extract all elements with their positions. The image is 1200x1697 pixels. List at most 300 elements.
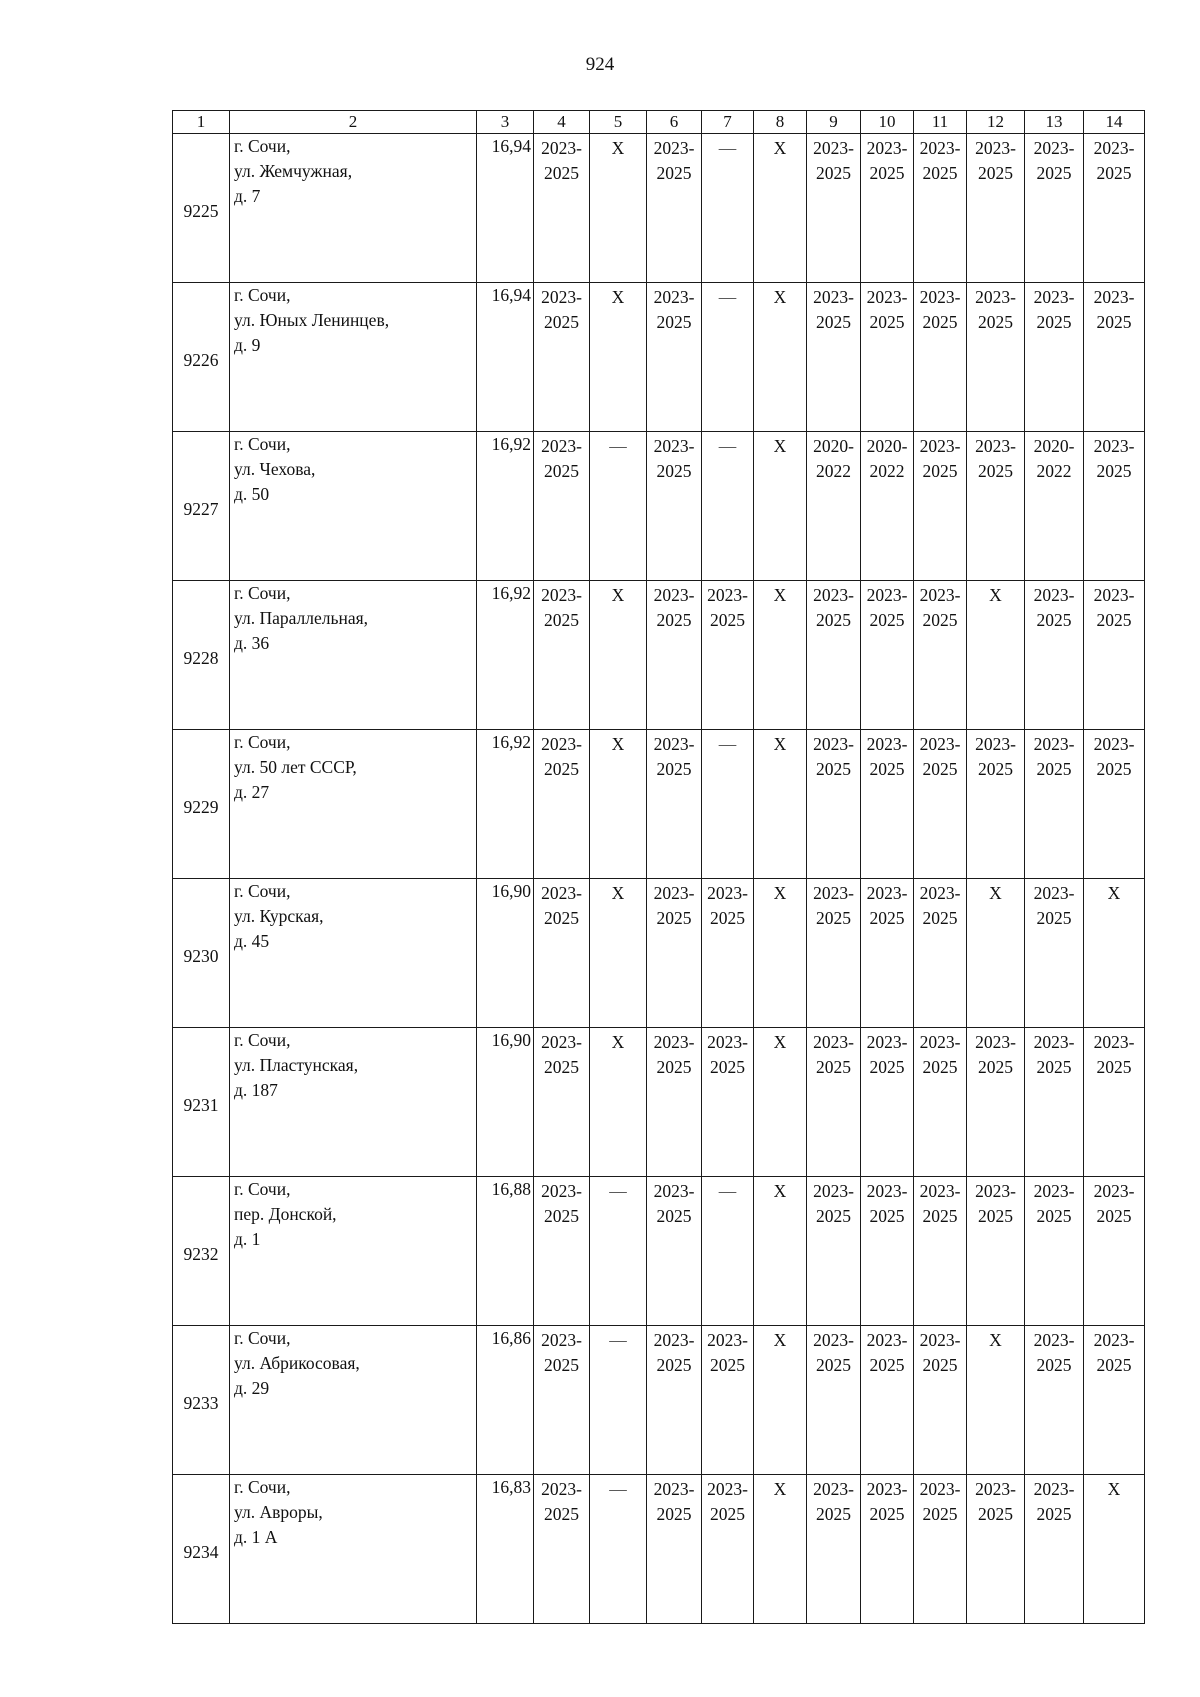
period-value: 2023- 2025 xyxy=(1093,1181,1135,1226)
period-value: 2023- 2025 xyxy=(541,883,582,928)
period-cell-c12 xyxy=(967,1475,1025,1624)
period-value: 2023- 2025 xyxy=(541,138,582,183)
address-cell xyxy=(230,581,477,730)
period-cell-c6 xyxy=(647,432,702,581)
period-value: 2023- 2025 xyxy=(919,436,961,481)
period-value: 2023- 2025 xyxy=(1033,734,1075,779)
period-value: 2023- 2025 xyxy=(866,1181,908,1226)
period-value: 2023- 2025 xyxy=(975,138,1016,183)
period-value: X xyxy=(611,138,625,158)
address-house: д. 50 xyxy=(234,484,270,504)
period-cell-c11 xyxy=(914,432,967,581)
period-value: X xyxy=(773,138,787,158)
period-value: 2023- 2025 xyxy=(813,585,854,630)
period-value: 2023- 2025 xyxy=(653,287,695,332)
period-value: 2023- 2025 xyxy=(975,734,1016,779)
period-cell-c7 xyxy=(702,1177,754,1326)
period-value: 2023- 2025 xyxy=(1033,287,1075,332)
period-value: X xyxy=(773,585,787,605)
period-cell-c11 xyxy=(914,879,967,1028)
period-value: 2023- 2025 xyxy=(707,1479,748,1524)
period-value: 2023- 2025 xyxy=(813,1330,854,1375)
period-cell-c13 xyxy=(1025,1475,1084,1624)
period-value: 2023- 2025 xyxy=(975,287,1016,332)
period-value: 2023- 2025 xyxy=(919,734,961,779)
period-cell-c14 xyxy=(1084,1177,1145,1326)
period-cell-c10 xyxy=(861,432,914,581)
period-value: X xyxy=(611,734,625,754)
period-cell-c14 xyxy=(1084,1028,1145,1177)
period-value: 2023- 2025 xyxy=(1093,436,1135,481)
period-cell-c6 xyxy=(647,283,702,432)
period-cell-c7 xyxy=(702,879,754,1028)
period-value: 2023- 2025 xyxy=(919,1181,961,1226)
period-value: 2023- 2025 xyxy=(866,1330,908,1375)
period-cell-c4 xyxy=(534,432,590,581)
period-value: 2020- 2022 xyxy=(813,436,854,481)
table-row xyxy=(173,1475,1145,1624)
period-value: 2023- 2025 xyxy=(919,1032,961,1077)
period-value: 2023- 2025 xyxy=(653,1479,695,1524)
area-value: 16,94 xyxy=(477,134,534,283)
period-value: 2023- 2025 xyxy=(653,734,695,779)
period-cell-c8 xyxy=(754,1177,807,1326)
address-house: д. 1 xyxy=(234,1229,261,1249)
period-value: X xyxy=(989,1330,1002,1350)
page-number: 924 xyxy=(585,54,615,75)
period-value: X xyxy=(989,585,1002,605)
column-header-10: 10 xyxy=(861,111,914,134)
period-value: X xyxy=(773,436,787,456)
row-number: 9233 xyxy=(173,1326,230,1475)
period-value: 2023- 2025 xyxy=(866,883,908,928)
period-cell-c5 xyxy=(590,879,647,1028)
period-value: 2023- 2025 xyxy=(541,1479,582,1524)
period-cell-c7 xyxy=(702,730,754,879)
address-city: г. Сочи, xyxy=(234,732,291,752)
period-value: 2023- 2025 xyxy=(919,1479,961,1524)
period-value: X xyxy=(611,585,625,605)
period-value: 2023- 2025 xyxy=(975,1032,1016,1077)
period-value: 2023- 2025 xyxy=(813,138,854,183)
period-cell-c6 xyxy=(647,879,702,1028)
period-cell-c5 xyxy=(590,134,647,283)
period-value: 2023- 2025 xyxy=(541,436,582,481)
period-value: 2023- 2025 xyxy=(653,436,695,481)
period-cell-c4 xyxy=(534,730,590,879)
period-cell-c14 xyxy=(1084,730,1145,879)
period-value: 2023- 2025 xyxy=(707,1032,748,1077)
period-cell-c10 xyxy=(861,283,914,432)
address-house: д. 7 xyxy=(234,186,261,206)
period-value: 2023- 2025 xyxy=(707,585,748,630)
period-value: 2023- 2025 xyxy=(653,585,695,630)
row-number: 9229 xyxy=(173,730,230,879)
period-cell-c4 xyxy=(534,283,590,432)
period-value: X xyxy=(773,1330,787,1350)
repair-schedule-table xyxy=(172,110,1145,1624)
period-cell-c8 xyxy=(754,1475,807,1624)
period-cell-c9 xyxy=(807,1326,861,1475)
period-cell-c9 xyxy=(807,581,861,730)
period-value: X xyxy=(611,287,625,307)
address-city: г. Сочи, xyxy=(234,1179,291,1199)
table-row xyxy=(173,1028,1145,1177)
period-cell-c10 xyxy=(861,730,914,879)
column-header-12: 12 xyxy=(967,111,1025,134)
period-value: — xyxy=(609,436,627,456)
period-cell-c6 xyxy=(647,1028,702,1177)
period-value: — xyxy=(609,1330,627,1350)
column-header-1: 1 xyxy=(173,111,230,134)
period-cell-c10 xyxy=(861,1326,914,1475)
address-street: пер. Донской, xyxy=(234,1204,337,1224)
table-row xyxy=(173,432,1145,581)
period-cell-c11 xyxy=(914,1326,967,1475)
address-cell xyxy=(230,879,477,1028)
address-city: г. Сочи, xyxy=(234,1477,291,1497)
period-cell-c13 xyxy=(1025,1326,1084,1475)
column-header-2: 2 xyxy=(230,111,477,134)
row-number: 9231 xyxy=(173,1028,230,1177)
period-value: 2023- 2025 xyxy=(541,585,582,630)
address-street: ул. Жемчужная, xyxy=(234,161,353,181)
period-cell-c12 xyxy=(967,1177,1025,1326)
period-value: 2023- 2025 xyxy=(866,287,908,332)
period-cell-c13 xyxy=(1025,730,1084,879)
period-value: 2023- 2025 xyxy=(1033,585,1075,630)
address-cell xyxy=(230,134,477,283)
address-city: г. Сочи, xyxy=(234,136,291,156)
address-city: г. Сочи, xyxy=(234,1030,291,1050)
period-value: 2023- 2025 xyxy=(1033,883,1075,928)
period-value: X xyxy=(611,1032,625,1052)
period-value: — xyxy=(718,436,737,456)
row-number: 9228 xyxy=(173,581,230,730)
area-value: 16,94 xyxy=(477,283,534,432)
period-cell-c4 xyxy=(534,134,590,283)
period-cell-c14 xyxy=(1084,432,1145,581)
period-cell-c8 xyxy=(754,581,807,730)
period-value: X xyxy=(1107,1479,1121,1499)
period-value: 2023- 2025 xyxy=(813,287,854,332)
period-cell-c5 xyxy=(590,1326,647,1475)
period-cell-c5 xyxy=(590,432,647,581)
period-cell-c4 xyxy=(534,1475,590,1624)
period-cell-c5 xyxy=(590,1028,647,1177)
period-value: 2023- 2025 xyxy=(1033,1479,1075,1524)
column-header-7: 7 xyxy=(702,111,754,134)
row-number: 9230 xyxy=(173,879,230,1028)
period-value: 2023- 2025 xyxy=(653,883,695,928)
period-cell-c10 xyxy=(861,581,914,730)
period-value: 2023- 2025 xyxy=(866,138,908,183)
period-value: 2023- 2025 xyxy=(1033,1032,1075,1077)
area-value: 16,88 xyxy=(477,1177,534,1326)
period-cell-c9 xyxy=(807,730,861,879)
period-cell-c4 xyxy=(534,1177,590,1326)
address-street: ул. Юных Ленинцев, xyxy=(234,310,390,330)
table-row xyxy=(173,730,1145,879)
period-value: X xyxy=(773,1181,787,1201)
period-value: 2020- 2022 xyxy=(1033,436,1075,481)
column-header-6: 6 xyxy=(647,111,702,134)
period-cell-c4 xyxy=(534,1326,590,1475)
period-value: 2023- 2025 xyxy=(653,1032,695,1077)
period-cell-c12 xyxy=(967,581,1025,730)
address-cell xyxy=(230,432,477,581)
address-cell xyxy=(230,1177,477,1326)
period-value: 2023- 2025 xyxy=(813,1032,854,1077)
address-house: д. 9 xyxy=(234,335,261,355)
period-cell-c5 xyxy=(590,283,647,432)
period-cell-c4 xyxy=(534,879,590,1028)
period-value: 2023- 2025 xyxy=(1093,287,1135,332)
period-cell-c11 xyxy=(914,1475,967,1624)
column-header-8: 8 xyxy=(754,111,807,134)
period-value: X xyxy=(989,883,1002,903)
period-cell-c11 xyxy=(914,1028,967,1177)
period-value: 2023- 2025 xyxy=(919,883,961,928)
period-cell-c11 xyxy=(914,730,967,879)
period-cell-c9 xyxy=(807,1028,861,1177)
period-value: 2023- 2025 xyxy=(541,1032,582,1077)
period-cell-c10 xyxy=(861,1177,914,1326)
period-cell-c12 xyxy=(967,879,1025,1028)
period-value: 2023- 2025 xyxy=(975,1181,1016,1226)
period-cell-c4 xyxy=(534,1028,590,1177)
address-house: д. 1 А xyxy=(234,1527,278,1547)
period-value: 2023- 2025 xyxy=(1093,734,1135,779)
address-house: д. 187 xyxy=(234,1080,278,1100)
period-value: 2023- 2025 xyxy=(813,1479,854,1524)
period-value: — xyxy=(718,1181,737,1201)
address-city: г. Сочи, xyxy=(234,881,291,901)
period-value: X xyxy=(1107,883,1121,903)
period-value: 2023- 2025 xyxy=(653,138,695,183)
row-number: 9227 xyxy=(173,432,230,581)
period-cell-c6 xyxy=(647,1475,702,1624)
period-cell-c8 xyxy=(754,134,807,283)
period-cell-c8 xyxy=(754,432,807,581)
address-street: ул. 50 лет СССР, xyxy=(234,757,357,777)
period-value: 2023- 2025 xyxy=(1033,138,1075,183)
period-value: X xyxy=(773,883,787,903)
period-value: 2023- 2025 xyxy=(1093,1330,1135,1375)
table-row xyxy=(173,134,1145,283)
period-cell-c7 xyxy=(702,581,754,730)
address-city: г. Сочи, xyxy=(234,285,291,305)
period-cell-c8 xyxy=(754,1028,807,1177)
area-value: 16,83 xyxy=(477,1475,534,1624)
period-value: X xyxy=(611,883,625,903)
period-value: 2023- 2025 xyxy=(1093,1032,1135,1077)
period-cell-c7 xyxy=(702,1028,754,1177)
period-value: 2023- 2025 xyxy=(919,1330,961,1375)
column-header-13: 13 xyxy=(1025,111,1084,134)
period-cell-c5 xyxy=(590,730,647,879)
period-value: 2023- 2025 xyxy=(1093,585,1135,630)
address-street: ул. Курская, xyxy=(234,906,324,926)
address-city: г. Сочи, xyxy=(234,434,291,454)
area-value: 16,92 xyxy=(477,432,534,581)
address-street: ул. Пластунская, xyxy=(234,1055,359,1075)
period-cell-c12 xyxy=(967,730,1025,879)
period-cell-c5 xyxy=(590,581,647,730)
table-body xyxy=(173,134,1145,1624)
period-value: 2023- 2025 xyxy=(653,1181,695,1226)
period-cell-c13 xyxy=(1025,134,1084,283)
period-value: 2023- 2025 xyxy=(866,734,908,779)
period-value: 2023- 2025 xyxy=(975,1479,1016,1524)
period-value: — xyxy=(609,1181,627,1201)
period-cell-c14 xyxy=(1084,1475,1145,1624)
period-cell-c8 xyxy=(754,283,807,432)
period-cell-c13 xyxy=(1025,1028,1084,1177)
period-cell-c6 xyxy=(647,730,702,879)
period-cell-c6 xyxy=(647,581,702,730)
period-cell-c14 xyxy=(1084,134,1145,283)
period-value: 2023- 2025 xyxy=(1033,1181,1075,1226)
period-cell-c7 xyxy=(702,134,754,283)
period-cell-c12 xyxy=(967,1326,1025,1475)
column-header-3: 3 xyxy=(477,111,534,134)
period-value: 2023- 2025 xyxy=(866,1032,908,1077)
period-value: 2023- 2025 xyxy=(1093,138,1135,183)
address-house: д. 27 xyxy=(234,782,270,802)
address-house: д. 45 xyxy=(234,931,270,951)
period-cell-c9 xyxy=(807,879,861,1028)
period-cell-c5 xyxy=(590,1177,647,1326)
period-cell-c8 xyxy=(754,730,807,879)
area-value: 16,90 xyxy=(477,879,534,1028)
period-cell-c13 xyxy=(1025,581,1084,730)
period-cell-c13 xyxy=(1025,1177,1084,1326)
period-cell-c10 xyxy=(861,879,914,1028)
period-cell-c4 xyxy=(534,581,590,730)
period-cell-c12 xyxy=(967,1028,1025,1177)
table-row xyxy=(173,879,1145,1028)
period-cell-c13 xyxy=(1025,432,1084,581)
period-cell-c11 xyxy=(914,283,967,432)
period-cell-c6 xyxy=(647,1326,702,1475)
period-cell-c7 xyxy=(702,1326,754,1475)
period-cell-c10 xyxy=(861,134,914,283)
area-value: 16,92 xyxy=(477,581,534,730)
period-value: 2023- 2025 xyxy=(1033,1330,1075,1375)
period-value: 2023- 2025 xyxy=(866,1479,908,1524)
period-value: 2023- 2025 xyxy=(653,1330,695,1375)
address-street: ул. Абрикосовая, xyxy=(234,1353,360,1373)
period-cell-c9 xyxy=(807,134,861,283)
address-street: ул. Авроры, xyxy=(234,1502,323,1522)
address-street: ул. Чехова, xyxy=(234,459,316,479)
column-header-11: 11 xyxy=(914,111,967,134)
period-value: 2023- 2025 xyxy=(975,436,1016,481)
table-row xyxy=(173,1177,1145,1326)
period-cell-c14 xyxy=(1084,283,1145,432)
period-value: 2023- 2025 xyxy=(919,138,961,183)
period-value: 2023- 2025 xyxy=(813,883,854,928)
period-cell-c14 xyxy=(1084,1326,1145,1475)
period-cell-c9 xyxy=(807,1177,861,1326)
table-row xyxy=(173,581,1145,730)
period-cell-c6 xyxy=(647,134,702,283)
period-cell-c9 xyxy=(807,432,861,581)
row-number: 9225 xyxy=(173,134,230,283)
area-value: 16,92 xyxy=(477,730,534,879)
column-number-row xyxy=(173,111,1145,134)
period-cell-c13 xyxy=(1025,283,1084,432)
row-number: 9226 xyxy=(173,283,230,432)
period-value: 2023- 2025 xyxy=(541,287,582,332)
row-number: 9232 xyxy=(173,1177,230,1326)
column-header-5: 5 xyxy=(590,111,647,134)
address-cell xyxy=(230,1475,477,1624)
period-cell-c10 xyxy=(861,1028,914,1177)
period-value: 2023- 2025 xyxy=(707,1330,748,1375)
period-cell-c10 xyxy=(861,1475,914,1624)
period-cell-c9 xyxy=(807,283,861,432)
period-value: — xyxy=(718,138,737,158)
table-row xyxy=(173,1326,1145,1475)
column-header-4: 4 xyxy=(534,111,590,134)
period-value: X xyxy=(773,1032,787,1052)
period-cell-c11 xyxy=(914,1177,967,1326)
period-cell-c12 xyxy=(967,283,1025,432)
period-cell-c7 xyxy=(702,1475,754,1624)
period-cell-c7 xyxy=(702,432,754,581)
period-cell-c8 xyxy=(754,879,807,1028)
table-row xyxy=(173,283,1145,432)
period-value: 2020- 2022 xyxy=(866,436,908,481)
period-value: — xyxy=(718,734,737,754)
address-city: г. Сочи, xyxy=(234,1328,291,1348)
address-cell xyxy=(230,283,477,432)
address-cell xyxy=(230,1326,477,1475)
period-cell-c13 xyxy=(1025,879,1084,1028)
period-value: — xyxy=(718,287,737,307)
period-value: 2023- 2025 xyxy=(541,1330,582,1375)
period-cell-c14 xyxy=(1084,879,1145,1028)
period-value: 2023- 2025 xyxy=(919,585,961,630)
address-house: д. 36 xyxy=(234,633,270,653)
address-house: д. 29 xyxy=(234,1378,270,1398)
column-header-9: 9 xyxy=(807,111,861,134)
period-value: 2023- 2025 xyxy=(541,1181,582,1226)
period-value: 2023- 2025 xyxy=(813,1181,854,1226)
area-value: 16,86 xyxy=(477,1326,534,1475)
period-cell-c14 xyxy=(1084,581,1145,730)
row-number: 9234 xyxy=(173,1475,230,1624)
address-cell xyxy=(230,730,477,879)
period-cell-c7 xyxy=(702,283,754,432)
period-cell-c6 xyxy=(647,1177,702,1326)
period-value: 2023- 2025 xyxy=(541,734,582,779)
period-value: 2023- 2025 xyxy=(866,585,908,630)
period-cell-c8 xyxy=(754,1326,807,1475)
period-cell-c12 xyxy=(967,134,1025,283)
period-cell-c11 xyxy=(914,581,967,730)
period-cell-c11 xyxy=(914,134,967,283)
period-value: X xyxy=(773,734,787,754)
column-header-14: 14 xyxy=(1084,111,1145,134)
period-value: X xyxy=(773,1479,787,1499)
period-value: 2023- 2025 xyxy=(813,734,854,779)
area-value: 16,90 xyxy=(477,1028,534,1177)
period-cell-c12 xyxy=(967,432,1025,581)
period-value: X xyxy=(773,287,787,307)
